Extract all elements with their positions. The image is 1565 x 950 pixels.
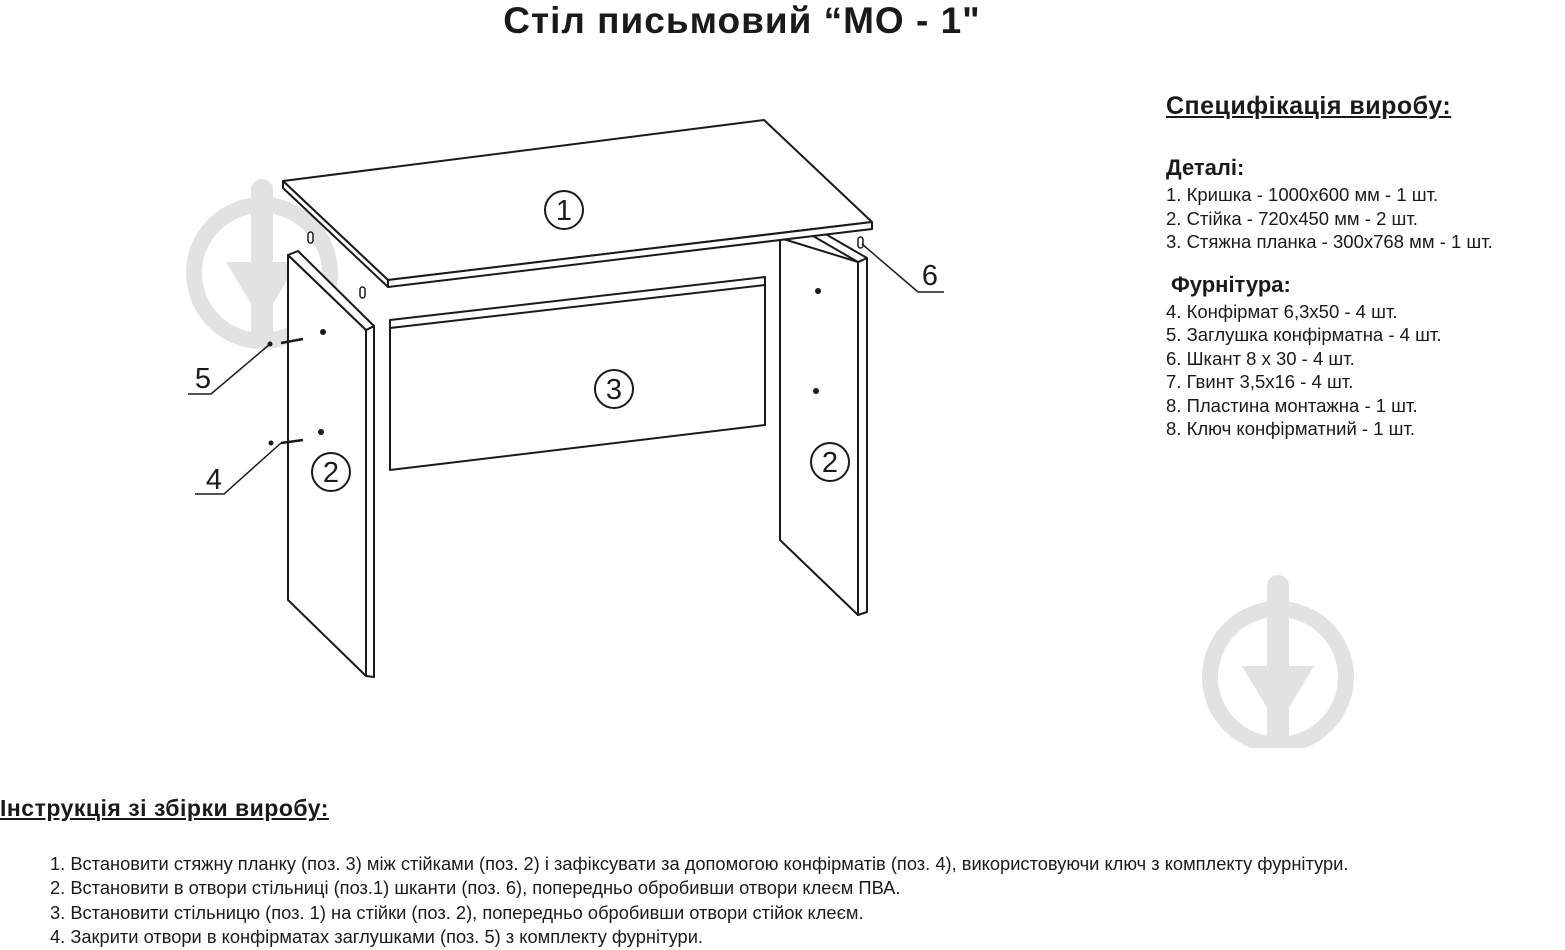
part-marker-label: 2: [821, 447, 839, 479]
list-item: 1. Кришка - 1000х600 мм - 1 шт.: [1166, 184, 1439, 205]
hardware-list: [1166, 300, 1561, 441]
hardware-title: Фурнітура:: [1171, 271, 1291, 297]
callout-label: 4: [205, 464, 223, 496]
part-marker-tabletop: [545, 191, 583, 229]
list-item: 8. Пластина монтажна - 1 шт.: [1166, 394, 1418, 416]
parts-list: [1166, 183, 1561, 254]
instruction-step: 3. Встановити стільницю (поз. 1) на стійки (поз. 2), попередньо обробивши отвори стійок клеєм.: [50, 901, 864, 923]
list-item: 2. Стійка - 720х450 мм - 2 шт.: [1166, 207, 1418, 229]
part-marker-left-leg: [312, 453, 350, 491]
part-marker-label: 1: [555, 195, 573, 227]
specification-heading: Специфікація виробу:: [1166, 92, 1452, 120]
parts-title: Деталі:: [1166, 155, 1245, 180]
list-item: 6. Шкант 8 х 30 - 4 шт.: [1166, 347, 1355, 369]
instruction-step: 1. Встановити стяжну планку (поз. 3) між стійками (поз. 2) і зафіксувати за допомогою конфірматів (поз. 4), використовуючи ключ з комплекту фурнітури.: [50, 853, 1349, 874]
list-item: 4. Конфірмат 6,3х50 - 4 шт.: [1166, 300, 1398, 322]
callout-5: [188, 344, 270, 395]
part-marker-stretcher: [595, 370, 633, 408]
callout-label: 6: [921, 260, 939, 292]
list-item: 5. Заглушка конфірматна - 4 шт.: [1166, 324, 1442, 345]
part-marker-label: 3: [605, 374, 623, 406]
instructions-section: [0, 795, 1565, 950]
list-item: 8. Ключ конфірматний - 1 шт.: [1166, 418, 1416, 439]
instructions-list: [0, 852, 1565, 950]
part-marker-label: 2: [322, 457, 340, 489]
callout-6: [862, 244, 944, 292]
list-item: 3. Стяжна планка - 300х768 мм - 1 шт.: [1166, 231, 1493, 252]
instructions-heading: Інструкція зі збірки виробу:: [0, 795, 329, 821]
list-item: 7. Гвинт 3,5х16 - 4 шт.: [1166, 371, 1354, 392]
callout-label: 5: [194, 363, 212, 395]
callout-4: [195, 443, 281, 496]
part-marker-right-leg: [811, 443, 849, 481]
specification-panel: [1166, 92, 1561, 441]
instruction-step: 2. Встановити в отвори стільниці (поз.1) шканти (поз. 6), попередньо обробивши отвори клеєм ПВА.: [50, 877, 901, 899]
right-leg-panel: [780, 232, 867, 615]
stretcher-panel: [390, 277, 765, 470]
download-arrow-icon: [1190, 568, 1370, 748]
page-title: Стіл письмовий “МО - 1": [503, 0, 981, 41]
instruction-step: 4. Закрити отвори в конфірматах заглушками (поз. 5) з комплекту фурнітури.: [50, 926, 704, 948]
